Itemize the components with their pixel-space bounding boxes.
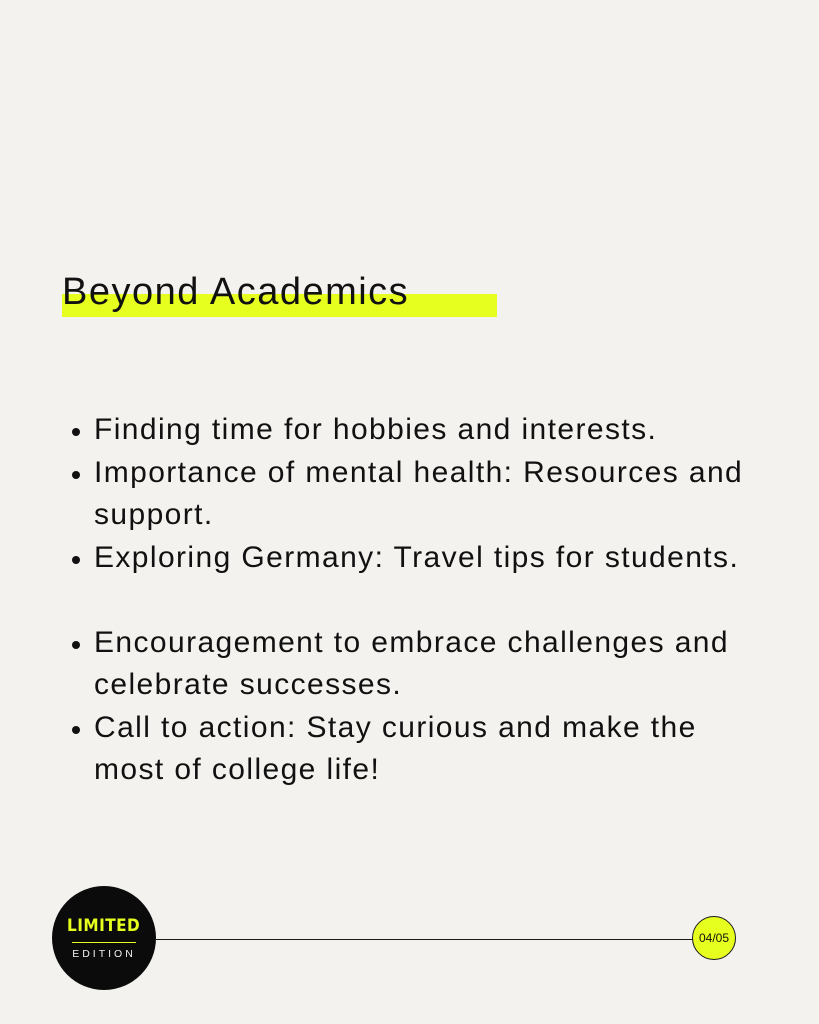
list-item: Exploring Germany: Travel tips for students. (94, 537, 774, 580)
list-item: Call to action: Stay curious and make the most of college life! (94, 707, 774, 792)
page-number-badge (692, 916, 736, 960)
logo-text-bottom: EDITION (72, 948, 136, 960)
bullet-list (94, 409, 774, 792)
page-title: Beyond Academics (62, 271, 410, 313)
list-item: Finding time for hobbies and interests. (94, 409, 774, 452)
list-item: Importance of mental health: Resources and support. (94, 452, 774, 537)
list-item: Encouragement to embrace challenges and celebrate successes. (94, 622, 774, 707)
logo-text-top: LIMITED (67, 916, 141, 936)
footer-divider (156, 939, 694, 940)
limited-edition-logo (52, 886, 156, 990)
logo-divider (72, 942, 136, 943)
page-number: 04/05 (698, 931, 730, 945)
